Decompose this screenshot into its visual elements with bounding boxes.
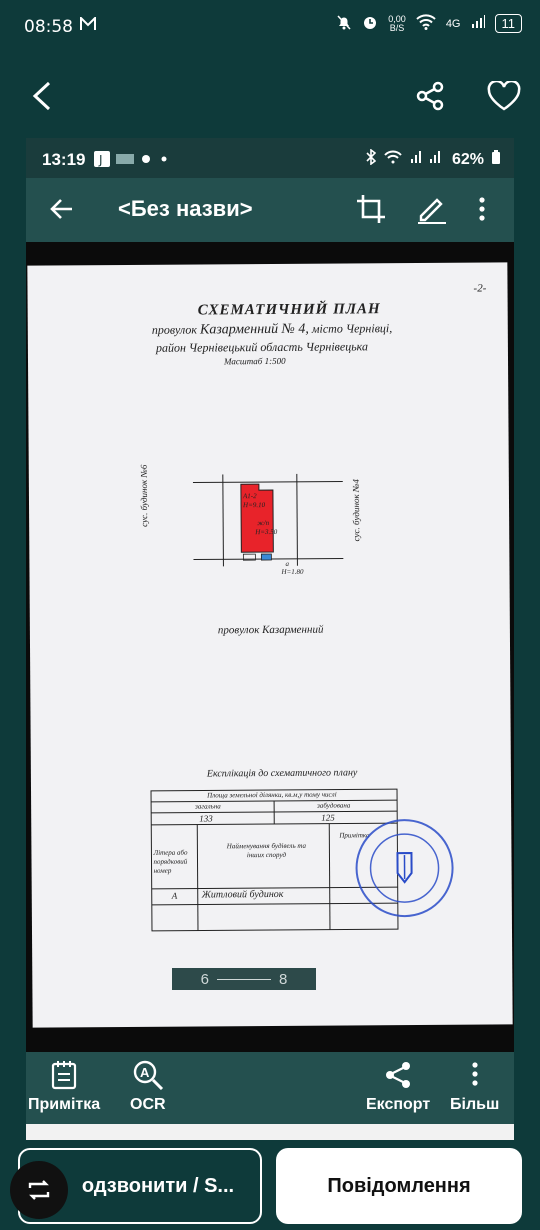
note-button[interactable]: Примітка bbox=[28, 1060, 100, 1114]
network-type: 4G bbox=[445, 17, 461, 30]
document-title: <Без назви> bbox=[118, 196, 253, 221]
status-icons bbox=[336, 14, 522, 33]
share-icon bbox=[415, 81, 445, 111]
wifi-icon bbox=[384, 150, 402, 169]
street-label: провулок Казарменний bbox=[217, 623, 324, 637]
svg-text:A: A bbox=[139, 1065, 150, 1080]
plan-title: СХЕМАТИЧНИЙ ПЛАН bbox=[197, 301, 381, 319]
note-icon bbox=[51, 1060, 77, 1090]
arrow-back-icon[interactable] bbox=[50, 198, 74, 225]
total-pages: 8 bbox=[279, 970, 288, 988]
crop-icon[interactable] bbox=[356, 194, 386, 229]
svg-text:J: J bbox=[99, 153, 103, 167]
inner-status-bar bbox=[26, 138, 514, 178]
chevron-left-icon bbox=[31, 81, 53, 111]
edit-icon[interactable] bbox=[418, 194, 446, 229]
inner-app-bar bbox=[26, 178, 514, 242]
ocr-search-icon bbox=[132, 1060, 164, 1090]
battery-indicator: 11 bbox=[495, 14, 523, 33]
mail-icon bbox=[80, 17, 96, 35]
favorite-button[interactable] bbox=[482, 74, 526, 118]
messages-button[interactable]: Повідомлення bbox=[276, 1148, 522, 1224]
mute-icon bbox=[336, 14, 352, 33]
wifi-icon bbox=[416, 14, 436, 33]
ocr-button[interactable]: A OCR bbox=[130, 1060, 166, 1114]
explication-table: Площа земельної ділянки, кв.м,у тому числі загальна забудована 133 125 Літера або порядковий номер Найменування будівель та інших споруд Примітка А Житловий будинок bbox=[149, 783, 400, 935]
back-button[interactable] bbox=[20, 74, 64, 118]
more-button[interactable]: Більш bbox=[450, 1060, 499, 1114]
page-mark: -2- bbox=[473, 282, 487, 295]
bluetooth-icon bbox=[366, 149, 376, 170]
signal-icon bbox=[471, 15, 485, 32]
scanned-page: -2- СХЕМАТИЧНИЙ ПЛАН провулок Казарменний № 4, місто Чернівці, район Чернівецький область Чернівецька Масштаб 1:500 А1-2 Н=9.10 ж/п Н=3.50 а Н=1.80 сус. будинок №6 сус. будинок №4 провулок Казарменний Експлікація до схематичного плану Площа земельної ділянки, кв.м,у тому числі загальна забудована 133 125 Літера або порядковий номер Найменування будівель та інших споруд Примітка А Житловий будинок bbox=[27, 262, 512, 1027]
site-schematic: А1-2 Н=9.10 ж/п Н=3.50 а Н=1.80 bbox=[193, 473, 344, 584]
right-neighbor-label: сус. будинок №4 bbox=[350, 479, 362, 542]
share-icon bbox=[384, 1060, 412, 1090]
inner-time: 13:19 bbox=[42, 150, 86, 169]
heart-icon bbox=[487, 81, 521, 111]
battery-icon bbox=[492, 150, 500, 169]
page-indicator[interactable] bbox=[172, 968, 316, 990]
document-viewer[interactable] bbox=[26, 242, 514, 1052]
more-vert-icon bbox=[471, 1060, 479, 1090]
net-speed: 0,00 B/S bbox=[388, 13, 406, 33]
status-time: 08:58 bbox=[24, 17, 73, 37]
call-button[interactable]: одзвонити / S... bbox=[18, 1148, 262, 1224]
status-bar bbox=[0, 0, 540, 56]
left-neighbor-label: сус. будинок №6 bbox=[138, 464, 150, 527]
app-notification-icons bbox=[94, 150, 170, 173]
current-page: 6 bbox=[200, 970, 209, 988]
export-button[interactable]: Експорт bbox=[366, 1060, 430, 1114]
repost-icon bbox=[26, 1179, 52, 1201]
explication-title: Експлікація до схематичного плану bbox=[206, 767, 358, 780]
official-stamp bbox=[351, 815, 458, 922]
more-vert-icon[interactable] bbox=[478, 196, 486, 227]
alarm-icon bbox=[362, 14, 378, 33]
repost-button[interactable] bbox=[10, 1161, 68, 1219]
share-button[interactable] bbox=[408, 74, 452, 118]
inner-battery: 62% bbox=[451, 150, 484, 168]
signal-icon bbox=[410, 150, 444, 169]
inner-nav-strip bbox=[26, 1124, 514, 1140]
pager-line bbox=[217, 979, 271, 980]
